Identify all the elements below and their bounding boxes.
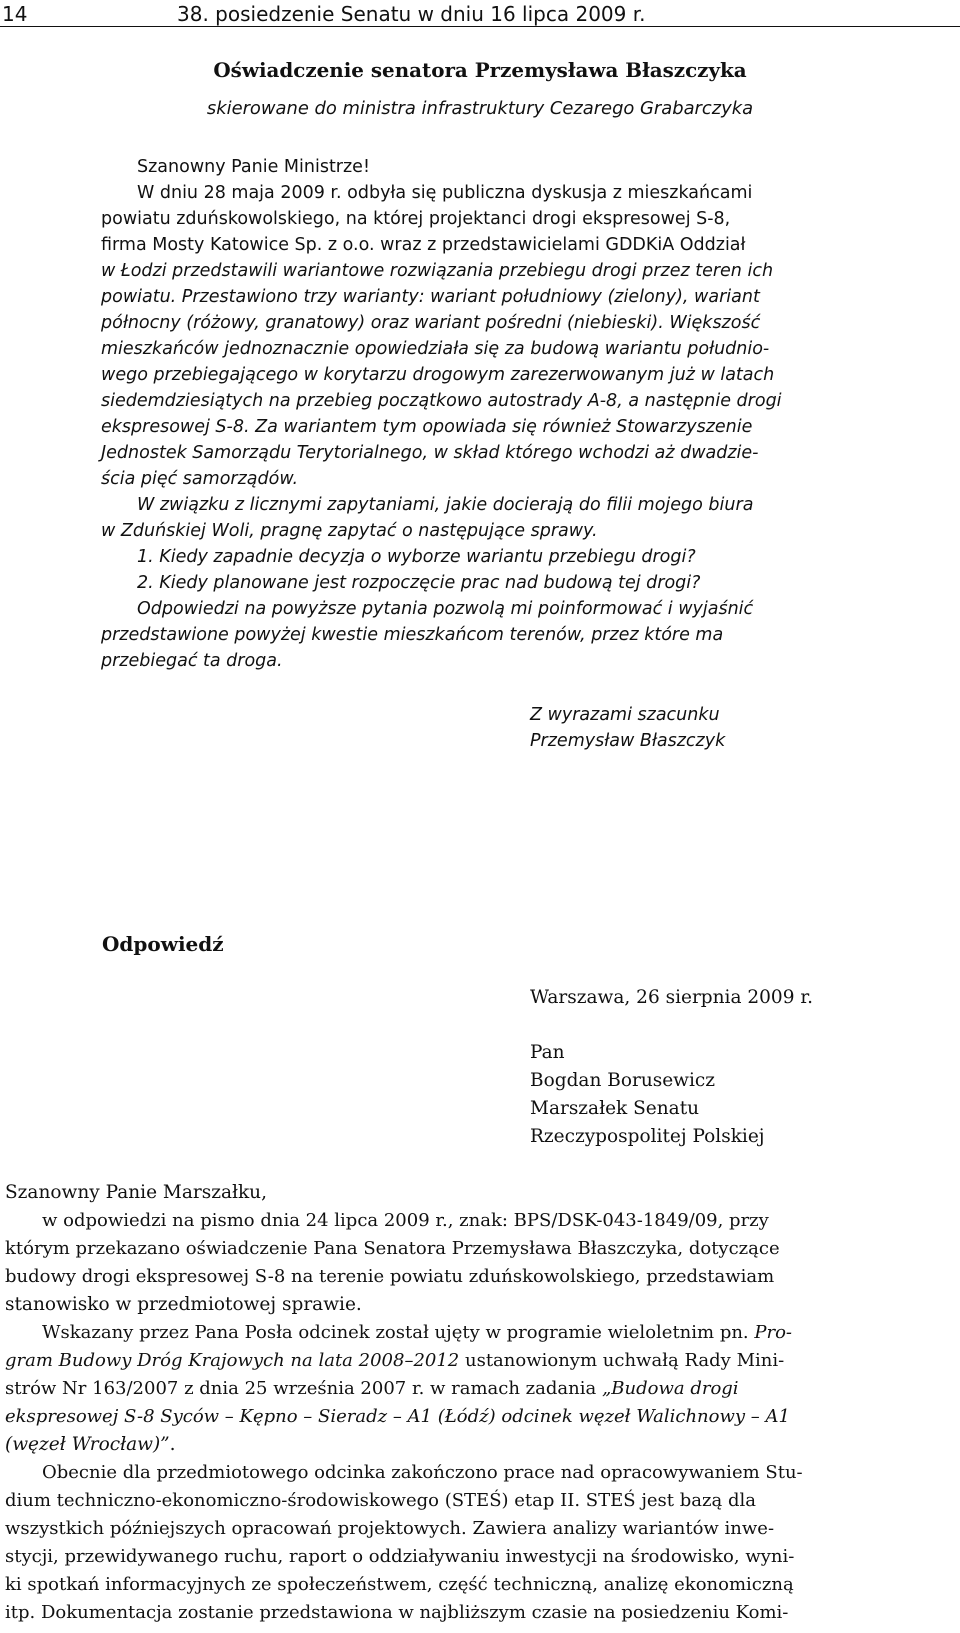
statement-line: Jednostek Samorządu Terytorialnego, w skład którego wchodzi aż dwadzie- <box>101 443 759 463</box>
response-p2-line <box>42 1322 792 1343</box>
statement-line: przebiegać ta droga. <box>101 651 283 671</box>
response-p3-line: dium techniczno-ekonomiczno-środowiskowego (STEŚ) etap II. STEŚ jest bazą dla <box>5 1490 756 1511</box>
response-p2-line: ekspresowej S-8 Syców – Kępno – Sieradz – A1 (Łódź) odcinek węzeł Walichnowy – A1 <box>5 1406 790 1427</box>
statement-line: wego przebiegającego w korytarzu drogowym zarezerwowanym już w latach <box>101 365 775 385</box>
statement-question: 1. Kiedy zapadnie decyzja o wyborze wariantu przebiegu drogi? <box>137 547 696 567</box>
statement-closing: Z wyrazami szacunku <box>530 705 720 725</box>
running-header <box>0 2 960 26</box>
statement-subtitle: skierowane do ministra infrastruktury Cezarego Grabarczyka <box>206 98 754 119</box>
response-p3-line: Obecnie dla przedmiotowego odcinka zakończono prace nad opracowywaniem Stu- <box>42 1462 803 1483</box>
statement-line: przedstawione powyżej kwestie mieszkańcom terenów, przez które ma <box>101 625 724 645</box>
response-line: w odpowiedzi na pismo dnia 24 lipca 2009 r., znak: BPS/DSK-043-1849/09, przy <box>42 1210 769 1231</box>
addressee-line: Marszałek Senatu <box>530 1098 700 1119</box>
statement-line: firma Mosty Katowice Sp. z o.o. wraz z przedstawicielami GDDKiA Oddział <box>101 235 746 255</box>
statement-title: Oświadczenie senatora Przemysława Błaszczyka <box>213 58 747 82</box>
statement-signature: Przemysław Błaszczyk <box>530 731 726 751</box>
page-number: 14 <box>2 2 28 26</box>
statement-line: W dniu 28 maja 2009 r. odbyła się publiczna dyskusja z mieszkańcami <box>137 183 753 203</box>
text-run: Pro- <box>754 1322 793 1343</box>
statement-line: powiatu zduńskowolskiego, na której projektanci drogi ekspresowej S-8, <box>101 209 731 229</box>
statement-line: ekspresowej S-8. Za wariantem tym opowiada się również Stowarzyszenie <box>101 417 753 437</box>
statement-question: 2. Kiedy planowane jest rozpoczęcie prac nad budową tej drogi? <box>137 573 701 593</box>
statement-salutation: Szanowny Panie Ministrze! <box>137 157 370 177</box>
statement-line: w Łodzi przedstawili wariantowe rozwiązania przebiegu drogi przez teren ich <box>101 261 774 281</box>
response-p3-line: ki spotkań informacyjnych ze społeczeństwem, część techniczną, analizę ekonomiczną <box>5 1574 794 1595</box>
text-run: (węzeł Wrocław)” <box>5 1434 170 1455</box>
addressee-line: Rzeczypospolitej Polskiej <box>530 1126 765 1147</box>
addressee-line: Pan <box>530 1042 565 1063</box>
statement-line: Odpowiedzi na powyższe pytania pozwolą mi poinformować i wyjaśnić <box>137 599 754 619</box>
statement-line: północny (różowy, granatowy) oraz wariant pośredni (niebieski). Większość <box>101 313 761 333</box>
response-p2-line <box>5 1434 176 1455</box>
response-line: którym przekazano oświadczenie Pana Senatora Przemysława Błaszczyka, dotyczące <box>5 1238 780 1259</box>
response-p2-line <box>5 1350 784 1371</box>
statement-line: siedemdziesiątych na przebieg początkowo autostrady A-8, a następnie drogi <box>101 391 782 411</box>
text-run: strów Nr 163/2007 z dnia 25 września 2007 r. w ramach zadania <box>5 1378 602 1399</box>
statement-line: powiatu. Przestawiono trzy warianty: wariant południowy (zielony), wariant <box>101 287 760 307</box>
response-p2-line <box>5 1378 739 1399</box>
statement-line: W związku z licznymi zapytaniami, jakie docierają do filii mojego biura <box>137 495 754 515</box>
running-title: 38. posiedzenie Senatu w dniu 16 lipca 2009 r. <box>177 2 646 26</box>
response-heading: Odpowiedź <box>102 932 224 956</box>
text-run: . <box>169 1434 176 1455</box>
response-p3-line: wszystkich późniejszych opracowań projektowych. Zawiera analizy wariantów inwe- <box>5 1518 775 1539</box>
text-run: gram Budowy Dróg Krajowych na lata 2008–2012 <box>5 1350 460 1371</box>
text-run: Wskazany przez Pana Posła odcinek został ujęty w programie wieloletnim pn. <box>42 1322 755 1343</box>
statement-line: w Zduńskiej Woli, pragnę zapytać o następujące sprawy. <box>101 521 598 541</box>
response-p3-line: stycji, przewidywanego ruchu, raport o oddziaływaniu inwestycji na środowisko, wyni- <box>5 1546 795 1567</box>
response-p3-line: itp. Dokumentacja zostanie przedstawiona w najbliższym czasie na posiedzeniu Komi- <box>5 1602 789 1623</box>
response-salutation: Szanowny Panie Marszałku, <box>5 1182 267 1203</box>
response-place-date: Warszawa, 26 sierpnia 2009 r. <box>530 987 814 1008</box>
header-rule <box>0 26 960 27</box>
addressee-line: Bogdan Borusewicz <box>530 1070 716 1091</box>
text-run: ustanowionym uchwałą Rady Mini- <box>459 1350 785 1371</box>
response-line: stanowisko w przedmiotowej sprawie. <box>5 1294 362 1315</box>
statement-line: mieszkańców jednoznacznie opowiedziała się za budową wariantu południo- <box>101 339 770 359</box>
text-run: „Budowa drogi <box>601 1378 739 1399</box>
response-line: budowy drogi ekspresowej S-8 na terenie powiatu zduńskowolskiego, przedstawiam <box>5 1266 775 1287</box>
statement-line: ścia pięć samorządów. <box>101 469 299 489</box>
